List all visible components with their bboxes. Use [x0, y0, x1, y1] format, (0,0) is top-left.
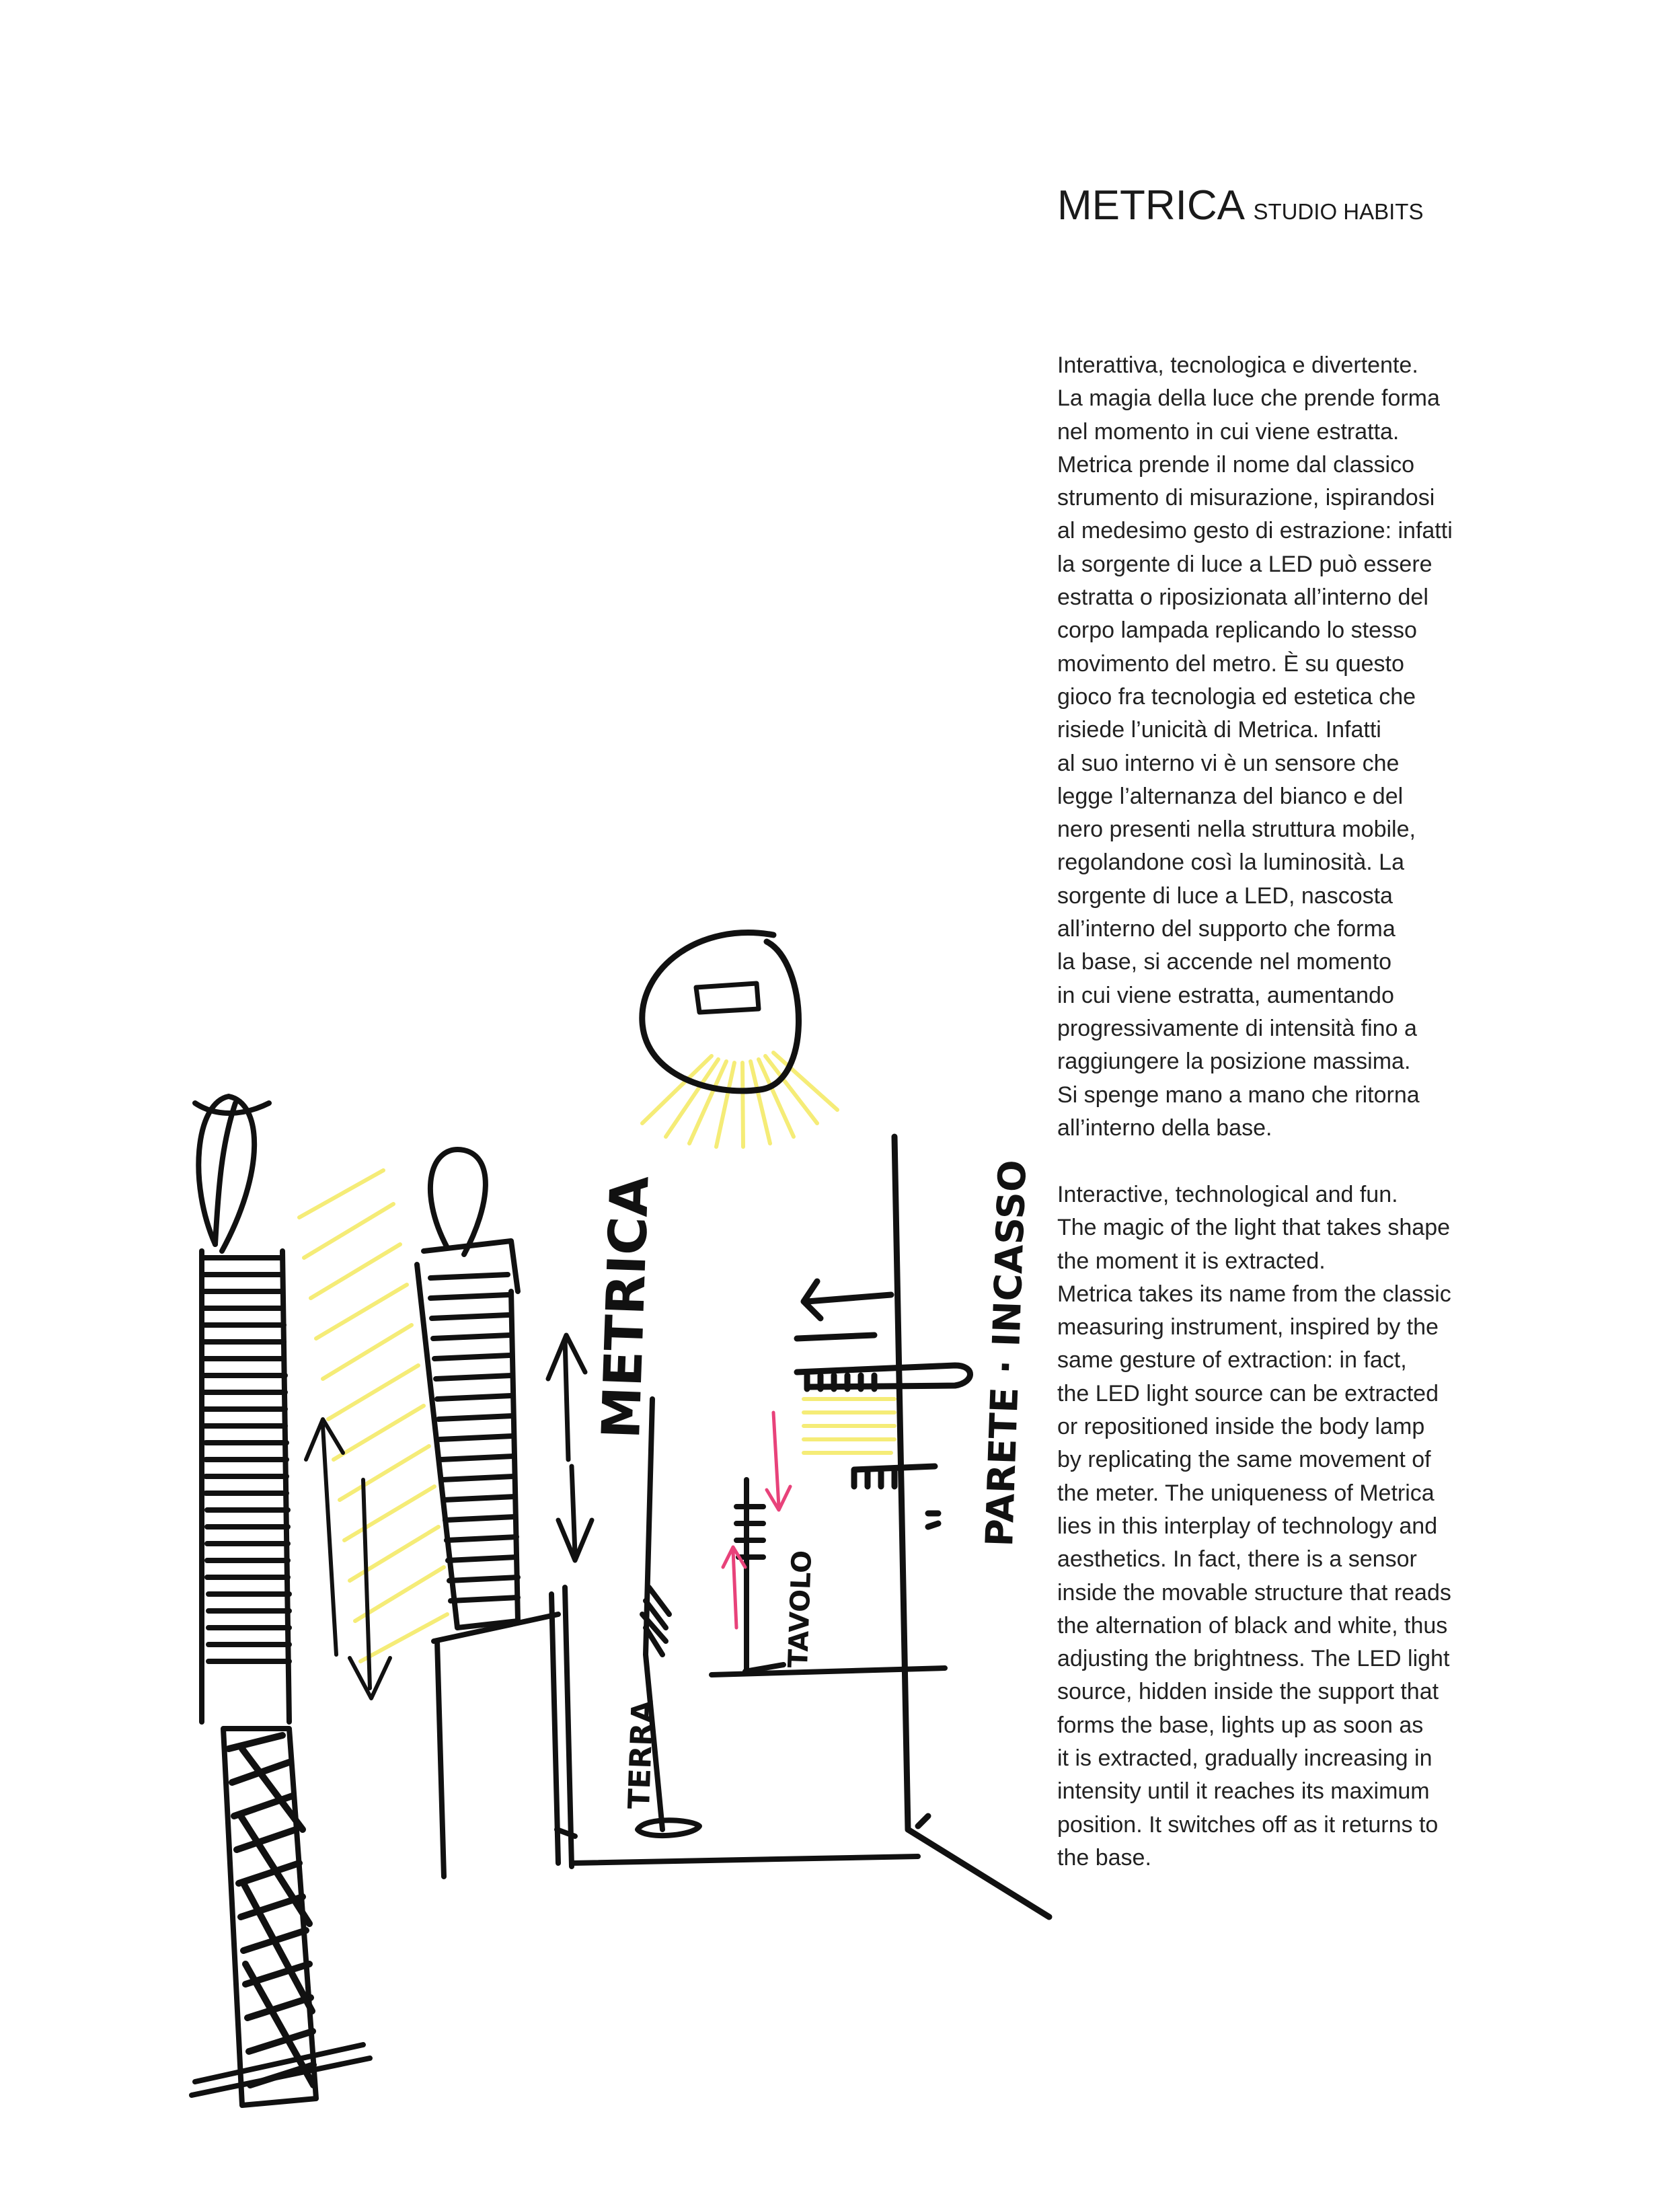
italian-text-line: strumento di misurazione, ispirandosi — [1057, 485, 1435, 511]
sketch-label-parete: PARETE · INCASSO — [978, 1159, 1036, 1548]
metrica-lamp-sketch — [417, 1149, 918, 1877]
english-text-line: intensity until it reaches its maximum — [1057, 1778, 1430, 1805]
italian-text-line: legge l’alternanza del bianco e del — [1057, 783, 1404, 809]
english-text-line: the moment it is extracted. — [1057, 1248, 1326, 1274]
arrow-up-down-left — [306, 1419, 390, 1698]
english-text-line: measuring instrument, inspired by the — [1057, 1314, 1439, 1341]
pink-arrows — [723, 1412, 790, 1628]
italian-text-line: in cui viene estratta, aumentando — [1057, 982, 1394, 1008]
italian-text-line: Metrica prende il nome dal classico — [1057, 451, 1415, 478]
english-text-line: The magic of the light that takes shape — [1057, 1215, 1451, 1241]
italian-text-line: all’interno della base. — [1057, 1115, 1272, 1141]
english-text-line: the alternation of black and white, thus — [1057, 1612, 1448, 1638]
italian-text-line: La magia della luce che prende forma — [1057, 385, 1440, 412]
arrow-up-down-center — [548, 1335, 592, 1560]
english-text-line: Metrica takes its name from the classic — [1057, 1281, 1451, 1307]
english-text-line: forms the base, lights up as soon as — [1057, 1712, 1424, 1738]
floor-lamp-base-hatching — [229, 1735, 313, 2085]
english-text-line: same gesture of extraction: in fact, — [1057, 1347, 1407, 1373]
english-text-line: by replicating the same movement of — [1057, 1447, 1431, 1473]
italian-text-line: movimento del metro. È su questo — [1057, 650, 1404, 677]
italian-text-line: gioco fra tecnologia ed estetica che — [1057, 683, 1416, 710]
italian-text-line: regolandone così la luminosità. La — [1057, 850, 1404, 876]
italian-text-line: all’interno del supporto che forma — [1057, 916, 1396, 942]
brand-name: METRICA — [1057, 182, 1245, 229]
italian-text-line: la sorgente di luce a LED può essere — [1057, 551, 1433, 577]
brand-subtitle: STUDIO HABITS — [1253, 199, 1424, 224]
italian-text-line: Si spenge mano a mano che ritorna — [1057, 1082, 1420, 1108]
italian-text-line: al medesimo gesto di estrazione: infatti — [1057, 518, 1453, 544]
english-text-line: or repositioned inside the body lamp — [1057, 1414, 1425, 1440]
italian-text-line: risiede l’unicità di Metrica. Infatti — [1057, 717, 1381, 743]
sketch-label-tavolo: TAVOLO — [783, 1550, 818, 1669]
italian-text-line: raggiungere la posizione massima. — [1057, 1049, 1411, 1075]
tavolo-lamp-sketch — [712, 1480, 945, 1675]
italian-text-line: nero presenti nella struttura mobile, — [1057, 817, 1416, 843]
english-text-line: source, hidden inside the support that — [1057, 1679, 1439, 1705]
sketch-label-terra: TERRA — [622, 1699, 660, 1810]
english-text-line: aesthetics. In fact, there is a sensor — [1057, 1546, 1417, 1573]
italian-text-line: sorgente di luce a LED, nascosta — [1057, 882, 1393, 909]
english-text-line: the base. — [1057, 1844, 1151, 1871]
english-text-line: adjusting the brightness. The LED light — [1057, 1646, 1450, 1672]
italian-text-line: la base, si accende nel momento — [1057, 949, 1392, 975]
english-text-line: Interactive, technological and fun. — [1057, 1182, 1398, 1207]
italian-text-line: corpo lampada replicando lo stesso — [1057, 617, 1417, 644]
italian-text-line: progressivamente di intensità fino a — [1057, 1015, 1417, 1041]
sketch-label-metrica: METRICA — [591, 1174, 661, 1440]
english-text-line: it is extracted, gradually increasing in — [1057, 1745, 1433, 1772]
english-text-line: lies in this interplay of technology and — [1057, 1513, 1438, 1539]
italian-text-line: al suo interno vi è un sensore che — [1057, 750, 1400, 776]
italian-text-line: nel momento in cui viene estratta. — [1057, 418, 1400, 445]
english-text-line: position. It switches off as it returns to — [1057, 1811, 1439, 1838]
english-text-line: inside the movable structure that reads — [1057, 1579, 1451, 1606]
english-text-line: the LED light source can be extracted — [1057, 1380, 1439, 1406]
english-text-line: the meter. The uniqueness of Metrica — [1057, 1480, 1435, 1506]
italian-text-line: Interattiva, tecnologica e divertente. — [1057, 352, 1418, 378]
italian-text-line: estratta o riposizionata all’interno del — [1057, 584, 1428, 611]
